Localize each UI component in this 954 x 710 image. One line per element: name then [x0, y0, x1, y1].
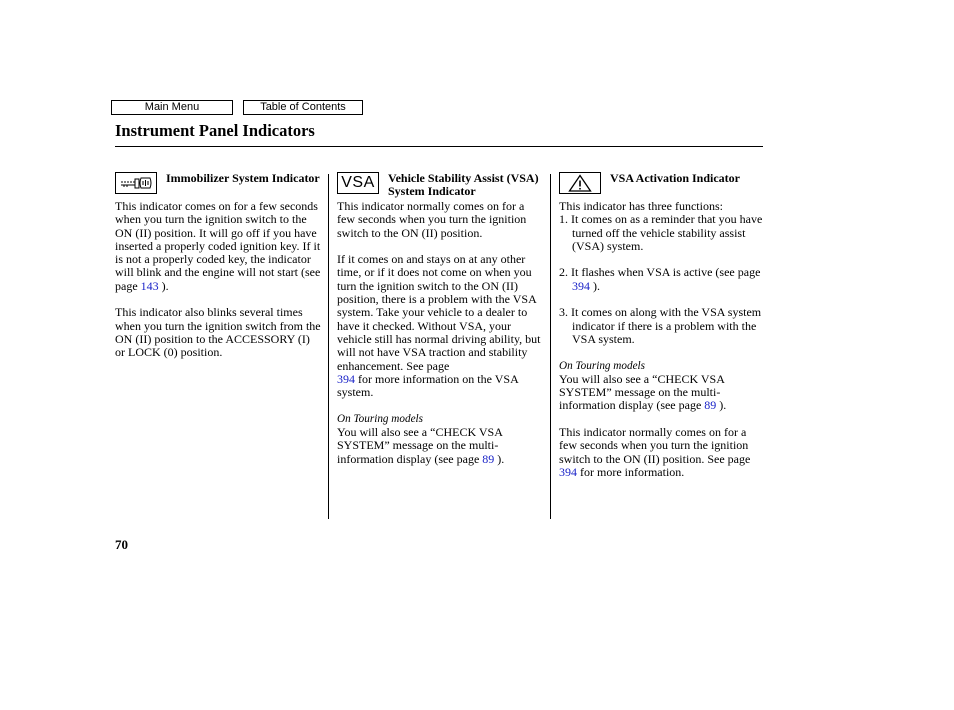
immobilizer-icon-box [115, 172, 157, 194]
vsa-activation-section [559, 172, 764, 479]
vsa-paragraph-3: You will also see a “CHECK VSA SYSTEM” message on the multi-information display (see page 89 ). [337, 425, 505, 466]
vsa-activation-paragraph-2: This indicator normally comes on for a few seconds when you turn the ignition switch to the ON (II) position. See page 394 for more information. [559, 425, 751, 479]
page-number: 70 [115, 537, 128, 552]
vsa-activation-icon-box [559, 172, 601, 194]
list-item: 3. It comes on along with the VSA system indicator if there is a problem with the VSA system. [559, 305, 762, 346]
page-link-394[interactable]: 394 [337, 371, 355, 386]
page-link-394[interactable]: 394 [572, 278, 590, 293]
vsa-icon [337, 172, 379, 194]
vsa-paragraph-2: If it comes on and stays on at any other time, or if it does not come on when you turn the ignition switch to the ON (II) position, there is a problem with the VSA system. Take your vehicle to a dealer to have it checked. Without VSA, your vehicle still has normal driving ability, but will not have VSA traction and stability enhancement. See page 394 for more information on the VSA system. [337, 252, 541, 400]
immobilizer-heading: Immobilizer System Indicator [166, 171, 320, 185]
warning-triangle-icon [568, 174, 592, 192]
page-title: Instrument Panel Indicators [115, 121, 315, 140]
immobilizer-paragraph: This indicator comes on for a few seconds when you turn the ignition switch to the ON (II) position. It will go off if you have inserted a properly coded ignition key. If it is not a properly coded key, the indicator will blink and the engine will not start (see page 143 ). [115, 199, 321, 293]
vsa-paragraph-1: This indicator normally comes on for a few seconds when you turn the ignition switch to the ON (II) position. [337, 199, 527, 240]
page-link-89[interactable]: 89 [704, 398, 717, 413]
table-of-contents-button[interactable]: Table of Contents [243, 100, 363, 115]
page-link-89[interactable]: 89 [482, 451, 495, 466]
title-divider [115, 146, 763, 147]
vsa-activation-intro: This indicator has three functions: [559, 199, 723, 213]
touring-note: On Touring models [559, 359, 645, 372]
immobilizer-section [115, 172, 322, 360]
page-link-394[interactable]: 394 [559, 464, 577, 479]
main-menu-button[interactable]: Main Menu [111, 100, 233, 115]
vsa-icon-label: VSA [341, 174, 375, 191]
list-item: 1. It comes on as a reminder that you have turned off the vehicle stability assist (VSA) system. [559, 212, 763, 253]
vsa-activation-paragraph-1: You will also see a “CHECK VSA SYSTEM” message on the multi-information display (see page 89 ). [559, 371, 727, 413]
vsa-system-heading: Vehicle Stability Assist (VSA) System Indicator [388, 171, 539, 199]
column-divider [328, 174, 329, 519]
column-divider [550, 174, 551, 519]
list-item: 2. It flashes when VSA is active (see page 394 ). [559, 265, 761, 293]
touring-note: On Touring models [337, 412, 423, 425]
vsa-system-section [337, 172, 543, 466]
vsa-activation-heading: VSA Activation Indicator [610, 171, 741, 185]
key-immobilizer-icon [119, 176, 153, 190]
page-link-143[interactable]: 143 [140, 278, 159, 293]
immobilizer-paragraph-2: This indicator also blinks several times when you turn the ignition switch from the ON (II) position to the ACCESSORY (I) or LOCK (0) position. [115, 305, 321, 360]
